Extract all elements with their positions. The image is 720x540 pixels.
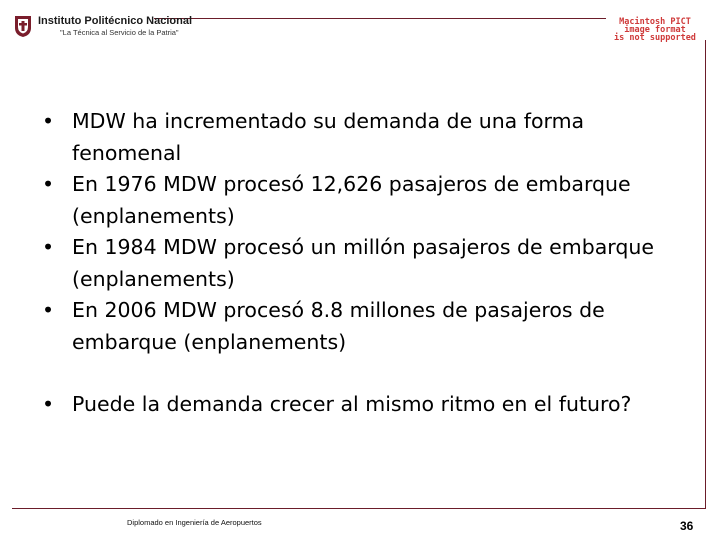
notice-line: is not supported: [614, 33, 696, 43]
frame-line-bottom: [12, 508, 706, 509]
bullet-spacer: [40, 358, 690, 389]
notice-line: image format: [624, 25, 686, 35]
institution-name: Instituto Politécnico Nacional: [38, 15, 193, 27]
frame-line-right: [705, 40, 706, 508]
bullet-item: • MDW ha incrementado su demanda de una forma fenomenal: [40, 106, 690, 169]
footer-course: Diplomado en Ingeniería de Aeropuertos: [127, 518, 262, 527]
bullet-item-question: • Puede la demanda crecer al mismo ritmo en el futuro?: [40, 389, 690, 421]
bullet-item: • En 1976 MDW procesó 12,626 pasajeros de embarque (enplanements): [40, 169, 690, 232]
ipn-emblem-icon: [12, 14, 34, 38]
bullet-item: • En 1984 MDW procesó un millón pasajeros de embarque (enplanements): [40, 232, 690, 295]
page-number: 36: [680, 519, 694, 533]
unsupported-image-notice: [608, 18, 702, 42]
bullet-list: [40, 106, 690, 421]
bullet-item: • En 2006 MDW procesó 8.8 millones de pasajeros de embarque (enplanements): [40, 295, 690, 358]
frame-line-top: [154, 18, 606, 19]
institution-motto: "La Técnica al Servicio de la Patria": [60, 28, 179, 37]
notice-line: Macintosh PICT: [619, 17, 691, 27]
